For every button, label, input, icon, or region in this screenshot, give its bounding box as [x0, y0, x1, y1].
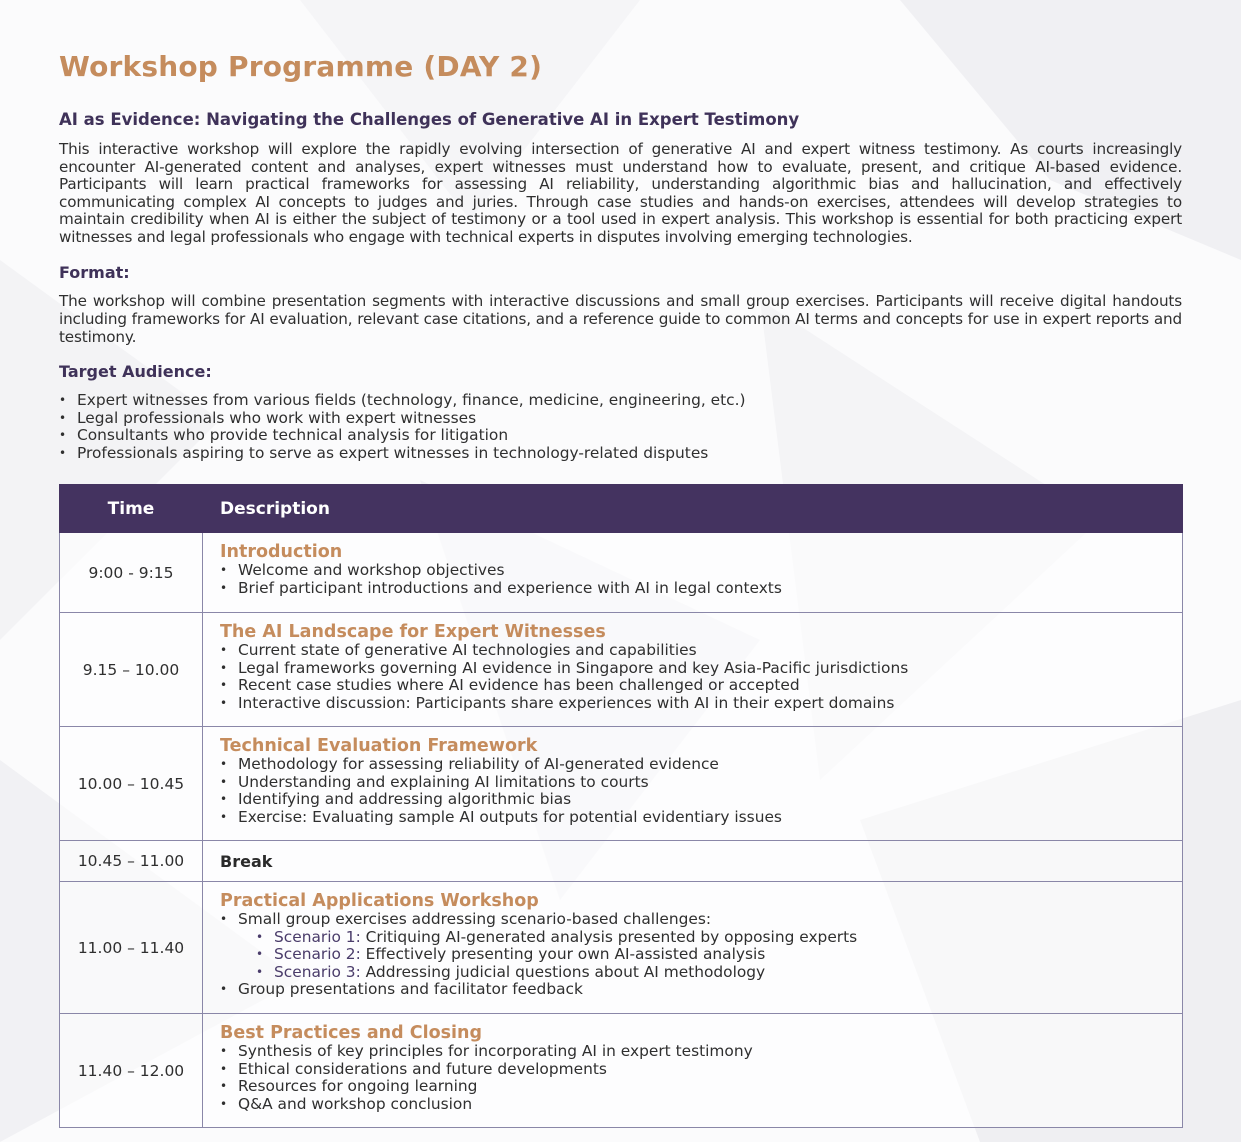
- list-item: • Consultants who provide technical analysis for litigation: [59, 427, 746, 445]
- session-description: [203, 882, 1183, 1014]
- list-item: • Recent case studies where AI evidence has been challenged or accepted: [220, 677, 1182, 695]
- header-description: Description: [203, 485, 1183, 533]
- table-row: [60, 882, 1183, 1014]
- list-item: • Brief participant introductions and experience with AI in legal contexts: [220, 580, 1182, 598]
- session-points: [220, 911, 1182, 999]
- list-item-text: Small group exercises addressing scenario-based challenges:: [238, 910, 712, 928]
- session-title: Best Practices and Closing: [220, 1023, 482, 1043]
- page-title: Workshop Programme (DAY 2): [59, 50, 543, 83]
- scenario-item: [238, 964, 1182, 982]
- session-points: [220, 562, 1182, 597]
- format-paragraph: The workshop will combine presentation segments with interactive discussions and small group exercises. Participants will receive digital handouts including frameworks for AI evaluation, relevant case citations, and a reference guide to common AI terms and concepts for use in expert reports and testimony.: [59, 292, 1182, 346]
- scenario-label: Scenario 1:: [274, 927, 361, 946]
- break-label: Break: [203, 841, 1183, 882]
- scenario-item: [238, 929, 1182, 947]
- session-description: [203, 613, 1183, 727]
- table-row: [60, 1014, 1183, 1128]
- session-title: Introduction: [220, 542, 343, 562]
- list-item: • Interactive discussion: Participants share experiences with AI in their expert domains: [220, 695, 1182, 713]
- table-row: [60, 613, 1183, 727]
- list-item: • Legal professionals who work with expert witnesses: [59, 410, 746, 428]
- scenario-list: [238, 929, 1182, 982]
- list-item: • Professionals aspiring to serve as expert witnesses in technology-related disputes: [59, 445, 746, 463]
- list-item: • Synthesis of key principles for incorporating AI in expert testimony: [220, 1043, 1182, 1061]
- scenario-text: Effectively presenting your own AI-assisted analysis: [360, 945, 766, 964]
- list-item: • Understanding and explaining AI limitations to courts: [220, 774, 1182, 792]
- format-heading: Format:: [59, 263, 130, 282]
- table-row: [60, 727, 1183, 841]
- header-time: Time: [60, 485, 203, 533]
- session-time: 10.00 – 10.45: [60, 727, 203, 841]
- list-item: • Current state of generative AI technologies and capabilities: [220, 642, 1182, 660]
- session-time: 11.40 – 12.00: [60, 1014, 203, 1128]
- session-time: 11.00 – 11.40: [60, 882, 203, 1014]
- scenario-label: Scenario 2:: [274, 945, 361, 964]
- list-item: • Methodology for assessing reliability of AI-generated evidence: [220, 756, 1182, 774]
- session-time: 10.45 – 11.00: [60, 841, 203, 882]
- list-item: • Expert witnesses from various fields (technology, finance, medicine, engineering, etc.): [59, 392, 746, 410]
- scenario-text: Addressing judicial questions about AI methodology: [360, 962, 766, 981]
- list-item: • Legal frameworks governing AI evidence in Singapore and key Asia-Pacific jurisdictions: [220, 660, 1182, 678]
- session-title: Technical Evaluation Framework: [220, 736, 538, 756]
- intro-paragraph: This interactive workshop will explore the rapidly evolving intersection of generative AI and expert witness testimony. As courts increasingly encounter AI-generated content and analyses, expert witnesses must understand how to evaluate, present, and critique AI-based evidence. Participants will learn practical frameworks for assessing AI reliability, understanding algorithmic bias and hallucination, and effectively communicating complex AI concepts to judges and juries. Through case studies and hands-on exercises, attendees will develop strategies to maintain credibility when AI is either the subject of testimony or a tool used in expert analysis. This workshop is essential for both practicing expert witnesses and legal professionals who engage with technical experts in disputes involving emerging technologies.: [59, 140, 1182, 246]
- session-description: [203, 533, 1183, 613]
- session-time: 9:00 - 9:15: [60, 533, 203, 613]
- table-row: [60, 533, 1183, 613]
- list-item: • Q&A and workshop conclusion: [220, 1096, 1182, 1114]
- table-row: [60, 841, 1183, 882]
- session-time: 9.15 – 10.00: [60, 613, 203, 727]
- session-description: [203, 1014, 1183, 1128]
- list-item: • Group presentations and facilitator feedback: [220, 981, 1182, 999]
- list-item: • Identifying and addressing algorithmic bias: [220, 791, 1182, 809]
- schedule-table: [59, 484, 1183, 1128]
- session-points: [220, 1043, 1182, 1113]
- scenario-text: Critiquing AI-generated analysis presented by opposing experts: [360, 927, 858, 946]
- scenario-label: Scenario 3:: [274, 962, 361, 981]
- session-title: Practical Applications Workshop: [220, 891, 539, 911]
- list-item: [220, 911, 1182, 981]
- list-item: • Exercise: Evaluating sample AI outputs for potential evidentiary issues: [220, 809, 1182, 827]
- session-points: [220, 642, 1182, 712]
- list-item: • Ethical considerations and future developments: [220, 1061, 1182, 1079]
- session-points: [220, 756, 1182, 826]
- target-audience-heading: Target Audience:: [59, 362, 212, 381]
- list-item: • Welcome and workshop objectives: [220, 562, 1182, 580]
- scenario-item: [238, 946, 1182, 964]
- list-item: • Resources for ongoing learning: [220, 1078, 1182, 1096]
- session-title: The AI Landscape for Expert Witnesses: [220, 622, 606, 642]
- target-audience-list: [59, 392, 746, 462]
- session-description: [203, 727, 1183, 841]
- table-header-row: [60, 485, 1183, 533]
- workshop-subtitle: AI as Evidence: Navigating the Challenges of Generative AI in Expert Testimony: [59, 110, 800, 129]
